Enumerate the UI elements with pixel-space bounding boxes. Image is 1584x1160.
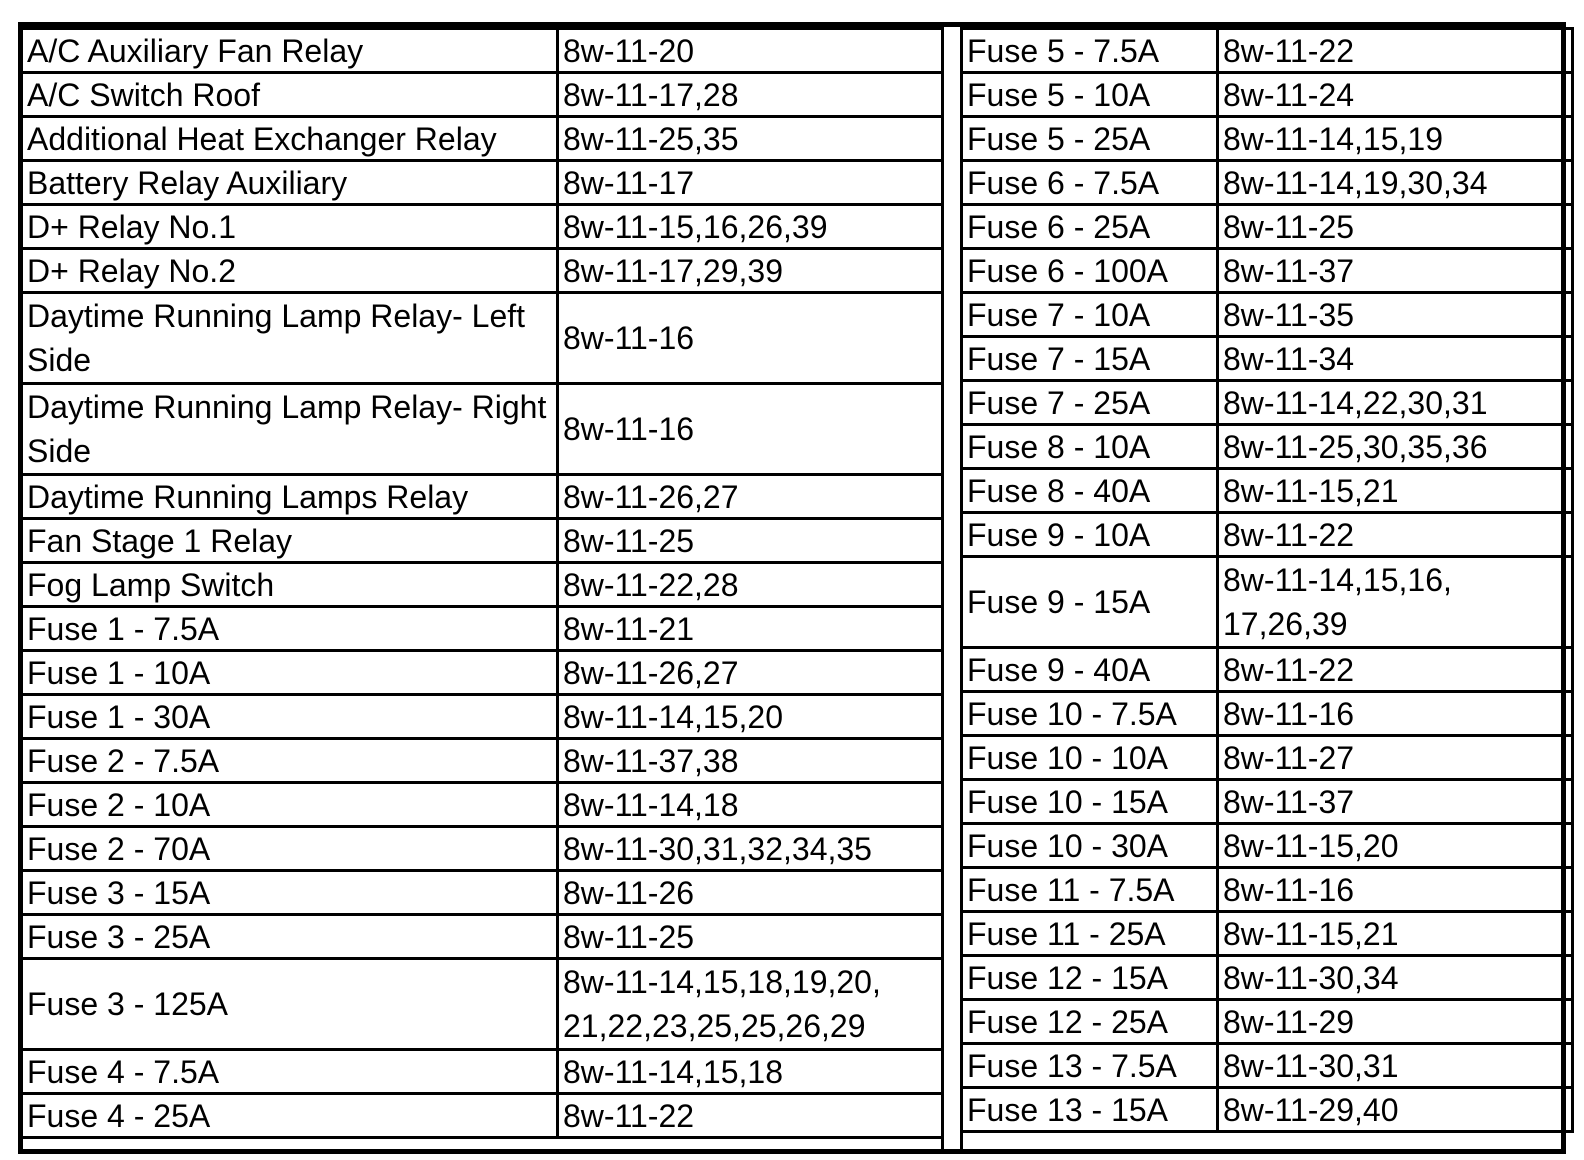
component-name-cell: Fuse 8 - 10A <box>962 425 1218 469</box>
table-row <box>22 871 950 915</box>
page-reference-cell: 8w-11-21 <box>558 607 950 651</box>
table-row <box>22 161 950 205</box>
page-reference-cell: 8w-11-25,30,35,36 <box>1218 425 1573 469</box>
page-reference-cell: 8w-11-15,20 <box>1218 824 1573 868</box>
table-row <box>22 205 950 249</box>
page-reference-cell: 8w-11-37,38 <box>558 739 950 783</box>
table-row <box>22 651 950 695</box>
table-row <box>962 249 1573 293</box>
table-row <box>22 695 950 739</box>
page-reference-cell: 8w-11-30,31 <box>1218 1044 1573 1088</box>
page-reference-cell: 8w-11-30,31,32,34,35 <box>558 827 950 871</box>
component-name-cell: Fuse 4 - 7.5A <box>22 1050 558 1094</box>
page-reference-cell: 8w-11-14,19,30,34 <box>1218 161 1573 205</box>
table-row <box>962 29 1573 73</box>
table-row <box>22 29 950 73</box>
table-row <box>22 1050 950 1094</box>
component-name-cell: Fuse 13 - 7.5A <box>962 1044 1218 1088</box>
component-name-cell: Fuse 2 - 70A <box>22 827 558 871</box>
page-reference-cell: 8w-11-14,22,30,31 <box>1218 381 1573 425</box>
component-name-cell: A/C Auxiliary Fan Relay <box>22 29 558 73</box>
page-reference-cell: 8w-11-25 <box>558 519 950 563</box>
page-reference-cell: 8w-11-34 <box>1218 337 1573 381</box>
component-name-cell: Fuse 6 - 7.5A <box>962 161 1218 205</box>
table-row <box>22 249 950 293</box>
table-row <box>962 425 1573 469</box>
page-reference-cell: 8w-11-26 <box>558 871 950 915</box>
component-name-cell: Fuse 10 - 7.5A <box>962 692 1218 736</box>
table-row <box>962 824 1573 868</box>
page-reference-cell: 8w-11-16 <box>1218 692 1573 736</box>
table-row <box>962 469 1573 513</box>
page-reference-cell: 8w-11-30,34 <box>1218 956 1573 1000</box>
component-name-cell: Fuse 11 - 7.5A <box>962 868 1218 912</box>
component-name-cell: Fuse 10 - 30A <box>962 824 1218 868</box>
component-name-cell: Daytime Running Lamp Relay- Right Side <box>22 384 558 475</box>
table-row <box>22 117 950 161</box>
table-row <box>962 293 1573 337</box>
component-name-cell: Fuse 7 - 10A <box>962 293 1218 337</box>
page-reference-cell: 8w-11-25 <box>1218 205 1573 249</box>
page-reference-cell: 8w-11-29,40 <box>1218 1088 1573 1132</box>
table-row <box>962 513 1573 557</box>
component-name-cell: Fuse 11 - 25A <box>962 912 1218 956</box>
component-name-cell: Fuse 2 - 7.5A <box>22 739 558 783</box>
table-row <box>22 293 950 384</box>
component-name-cell: Fuse 12 - 15A <box>962 956 1218 1000</box>
component-name-cell: Fuse 9 - 40A <box>962 648 1218 692</box>
page-reference-cell: 8w-11-15,21 <box>1218 469 1573 513</box>
page-reference-cell: 8w-11-26,27 <box>558 651 950 695</box>
table-row <box>22 783 950 827</box>
table-row <box>22 959 950 1050</box>
table-row <box>962 117 1573 161</box>
component-name-cell: Fuse 6 - 100A <box>962 249 1218 293</box>
component-name-cell: Fuse 6 - 25A <box>962 205 1218 249</box>
page-reference-cell: 8w-11-15,16,26,39 <box>558 205 950 249</box>
component-name-cell: Fan Stage 1 Relay <box>22 519 558 563</box>
component-name-cell: Fuse 4 - 25A <box>22 1094 558 1138</box>
page-reference-cell: 8w-11-14,15,18 <box>558 1050 950 1094</box>
component-name-cell: Fuse 9 - 10A <box>962 513 1218 557</box>
table-row <box>962 692 1573 736</box>
page-reference-cell: 8w-11-22 <box>1218 513 1573 557</box>
component-name-cell: Fuse 1 - 30A <box>22 695 558 739</box>
right-index-table <box>960 27 1574 1133</box>
page-reference-cell: 8w-11-16 <box>1218 868 1573 912</box>
table-row <box>22 475 950 519</box>
page-reference-cell: 8w-11-14,15,18,19,20, 21,22,23,25,25,26,29 <box>558 959 950 1050</box>
component-name-cell: Fuse 5 - 25A <box>962 117 1218 161</box>
table-row <box>962 648 1573 692</box>
table-row <box>962 956 1573 1000</box>
component-name-cell: Fuse 1 - 10A <box>22 651 558 695</box>
table-row <box>962 1044 1573 1088</box>
table-row <box>962 912 1573 956</box>
component-name-cell: Fuse 1 - 7.5A <box>22 607 558 651</box>
component-name-cell: Fuse 3 - 15A <box>22 871 558 915</box>
table-row <box>22 827 950 871</box>
component-name-cell: Fuse 10 - 15A <box>962 780 1218 824</box>
page-reference-cell: 8w-11-22 <box>558 1094 950 1138</box>
page-reference-cell: 8w-11-27 <box>1218 736 1573 780</box>
page-reference-cell: 8w-11-14,15,16, 17,26,39 <box>1218 557 1573 648</box>
table-row <box>22 519 950 563</box>
component-name-cell: Fuse 5 - 10A <box>962 73 1218 117</box>
page-reference-cell: 8w-11-37 <box>1218 249 1573 293</box>
table-row <box>22 915 950 959</box>
page-reference-cell: 8w-11-29 <box>1218 1000 1573 1044</box>
component-name-cell: A/C Switch Roof <box>22 73 558 117</box>
component-name-cell: D+ Relay No.1 <box>22 205 558 249</box>
component-name-cell: Fuse 3 - 125A <box>22 959 558 1050</box>
table-row <box>962 205 1573 249</box>
left-index-table <box>20 27 951 1139</box>
component-name-cell: Fuse 9 - 15A <box>962 557 1218 648</box>
component-name-cell: Fuse 10 - 10A <box>962 736 1218 780</box>
table-row <box>962 337 1573 381</box>
page-reference-cell: 8w-11-15,21 <box>1218 912 1573 956</box>
page-reference-cell: 8w-11-26,27 <box>558 475 950 519</box>
component-name-cell: Fuse 8 - 40A <box>962 469 1218 513</box>
component-name-cell: Fog Lamp Switch <box>22 563 558 607</box>
page-reference-cell: 8w-11-22 <box>1218 648 1573 692</box>
table-row <box>962 868 1573 912</box>
table-row <box>962 1088 1573 1132</box>
page-reference-cell: 8w-11-17,29,39 <box>558 249 950 293</box>
component-name-cell: D+ Relay No.2 <box>22 249 558 293</box>
page-reference-cell: 8w-11-25 <box>558 915 950 959</box>
table-row <box>962 1000 1573 1044</box>
table-row <box>22 384 950 475</box>
table-row <box>22 739 950 783</box>
page-reference-cell: 8w-11-35 <box>1218 293 1573 337</box>
component-name-cell: Additional Heat Exchanger Relay <box>22 117 558 161</box>
page-reference-cell: 8w-11-20 <box>558 29 950 73</box>
table-row <box>962 73 1573 117</box>
component-name-cell: Battery Relay Auxiliary <box>22 161 558 205</box>
component-name-cell: Fuse 7 - 25A <box>962 381 1218 425</box>
table-row <box>22 563 950 607</box>
page-reference-cell: 8w-11-22 <box>1218 29 1573 73</box>
table-row <box>962 381 1573 425</box>
table-row <box>22 73 950 117</box>
component-name-cell: Fuse 12 - 25A <box>962 1000 1218 1044</box>
page-reference-cell: 8w-11-16 <box>558 293 950 384</box>
page-reference-cell: 8w-11-17,28 <box>558 73 950 117</box>
table-row <box>962 557 1573 648</box>
component-name-cell: Fuse 5 - 7.5A <box>962 29 1218 73</box>
page-reference-cell: 8w-11-16 <box>558 384 950 475</box>
page-reference-cell: 8w-11-25,35 <box>558 117 950 161</box>
component-name-cell: Fuse 2 - 10A <box>22 783 558 827</box>
component-name-cell: Fuse 13 - 15A <box>962 1088 1218 1132</box>
page-reference-cell: 8w-11-14,15,20 <box>558 695 950 739</box>
page-reference-cell: 8w-11-37 <box>1218 780 1573 824</box>
component-name-cell: Fuse 7 - 15A <box>962 337 1218 381</box>
table-row <box>962 161 1573 205</box>
page-reference-cell: 8w-11-22,28 <box>558 563 950 607</box>
table-row <box>962 736 1573 780</box>
component-name-cell: Fuse 3 - 25A <box>22 915 558 959</box>
component-name-cell: Daytime Running Lamps Relay <box>22 475 558 519</box>
table-row <box>22 1094 950 1138</box>
page-reference-cell: 8w-11-24 <box>1218 73 1573 117</box>
table-row <box>962 780 1573 824</box>
component-index-sheet <box>18 22 1566 1154</box>
page-reference-cell: 8w-11-17 <box>558 161 950 205</box>
page-reference-cell: 8w-11-14,15,19 <box>1218 117 1573 161</box>
component-name-cell: Daytime Running Lamp Relay- Left Side <box>22 293 558 384</box>
page-reference-cell: 8w-11-14,18 <box>558 783 950 827</box>
table-row <box>22 607 950 651</box>
